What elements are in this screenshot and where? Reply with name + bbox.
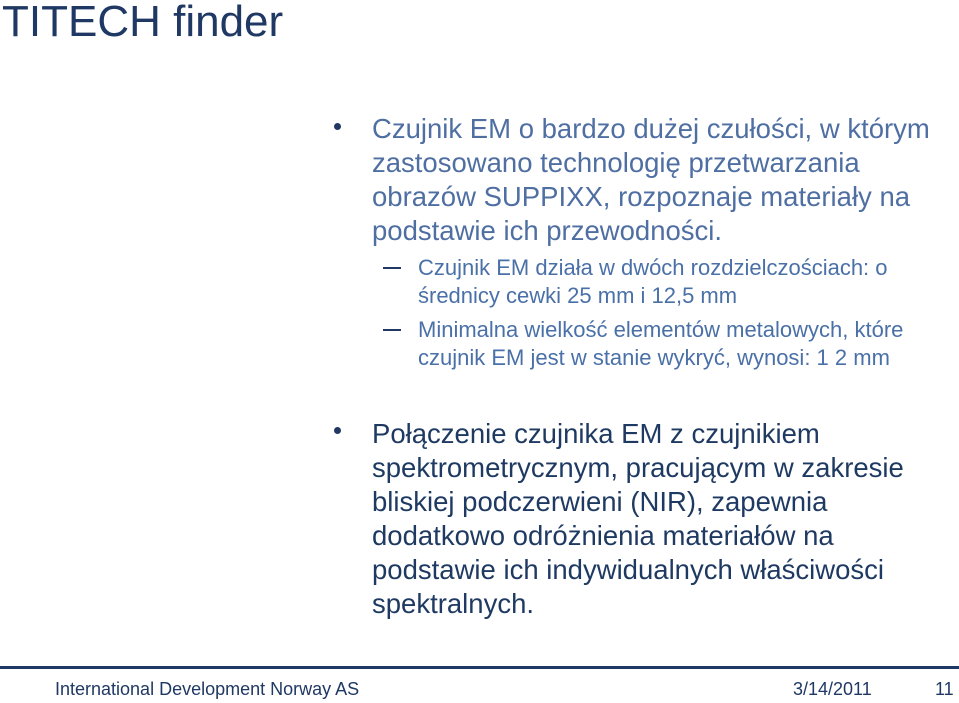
bullet-1-line: podstawie ich przewodności. (372, 215, 723, 246)
footer-divider (0, 666, 959, 669)
bullet-2-line: podstawie ich indywidualnych właściwości (372, 554, 885, 585)
bullet-1-text (372, 112, 930, 248)
footer-organization: International Development Norway AS (55, 679, 360, 699)
bullet-2-line: spektralnych. (372, 588, 535, 619)
bullet-dot-icon (334, 123, 341, 130)
bullet-1-line: zastosowano technologię przetwarzania (372, 147, 860, 178)
bullet-2-line: spektrometrycznym, pracującym w zakresie (372, 452, 904, 483)
sub-bullet-2-line: czujnik EM jest w stanie wykryć, wynosi: 1 2 mm (418, 345, 890, 370)
sub-bullet-2-text (418, 316, 903, 372)
bullet-2-text (372, 417, 904, 621)
dash-icon (383, 267, 401, 269)
sub-bullet-1-line: średnicy cewki 25 mm i 12,5 mm (418, 283, 738, 308)
bullet-1-line: Czujnik EM o bardzo dużej czułości, w którym (372, 113, 930, 144)
page-number: 11 (935, 679, 954, 699)
dash-icon (383, 329, 401, 331)
footer-date: 3/14/2011 (793, 679, 872, 699)
sub-bullet-2-line: Minimalna wielkość elementów metalowych, które (418, 317, 904, 342)
bullet-1-line: obrazów SUPPIXX, rozpoznaje materiały na (372, 181, 911, 212)
bullet-2-line: dodatkowo odróżnienia materiałów na (372, 520, 834, 551)
bullet-2-line: bliskiej podczerwieni (NIR), zapewnia (372, 486, 828, 517)
sub-bullet-1-line: Czujnik EM działa w dwóch rozdzielczościach: o (418, 255, 888, 280)
sub-bullet-1-text (418, 254, 888, 310)
bullet-2-line: Połączenie czujnika EM z czujnikiem (372, 418, 820, 449)
slide-title: TITECH finder (2, 0, 284, 46)
bullet-dot-icon (334, 427, 341, 434)
